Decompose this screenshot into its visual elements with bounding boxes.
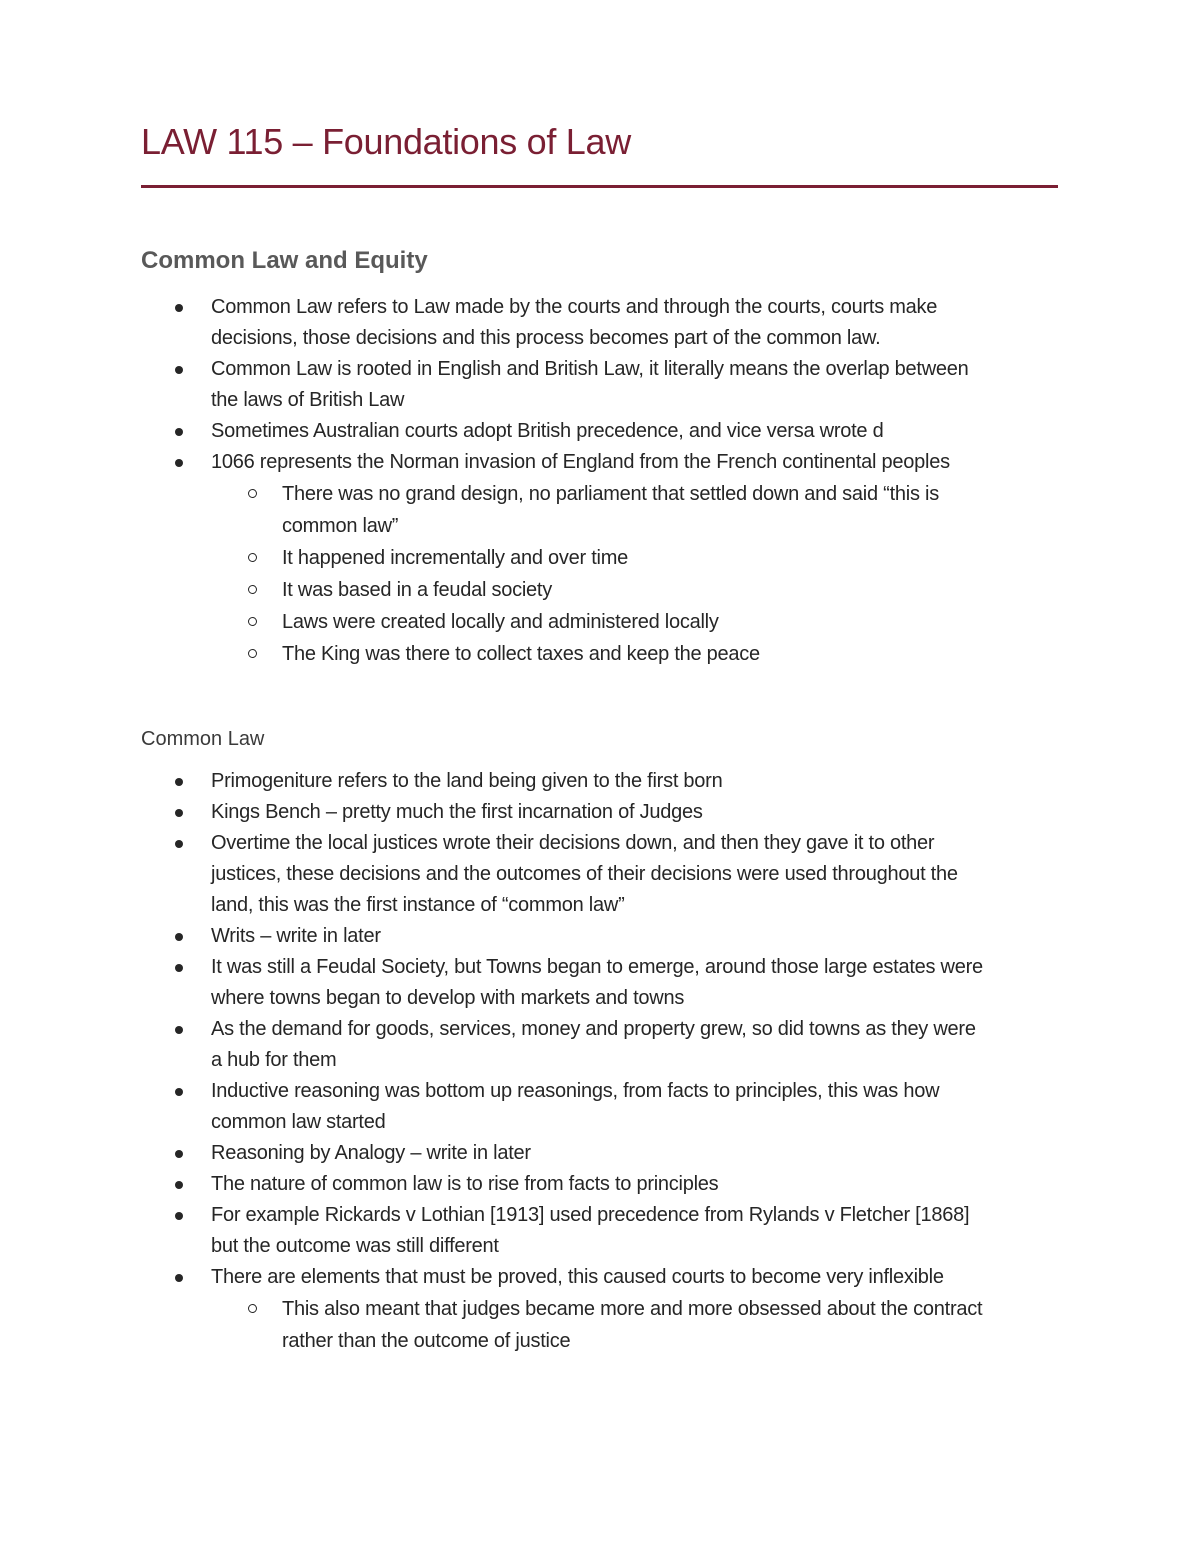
list-item-text: The nature of common law is to rise from facts to principles (211, 1173, 719, 1195)
list-item (0, 1076, 1059, 1138)
circle-bullet-icon (248, 649, 257, 658)
list-item (0, 1200, 1059, 1262)
bullet-list-common-law-and-equity (0, 292, 1200, 670)
sub-list-item (0, 638, 1062, 670)
list-item-text: decisions, those decisions and this process becomes part of the common law. (211, 327, 881, 349)
sub-list-item-text: It happened incrementally and over time (282, 547, 629, 569)
section-heading-common-law: Common Law (141, 728, 265, 750)
bullet-icon (175, 1150, 183, 1158)
list-item (0, 1169, 1059, 1200)
list-item (0, 952, 1059, 1014)
list-item (0, 828, 1059, 921)
sub-list-item-text: It was based in a feudal society (282, 579, 552, 601)
list-item-text: justices, these decisions and the outcomes of their decisions were used throughout the (211, 863, 958, 885)
bullet-icon (175, 933, 183, 941)
bullet-icon (175, 778, 183, 786)
bullet-icon (175, 964, 183, 972)
list-item-text: Reasoning by Analogy – write in later (211, 1142, 531, 1164)
list-item (0, 1014, 1059, 1076)
bullet-icon (175, 366, 183, 374)
list-item-text: common law started (211, 1111, 386, 1133)
bullet-icon (175, 1212, 183, 1220)
list-item-text: Common Law refers to Law made by the courts and through the courts, courts make (211, 296, 938, 318)
circle-bullet-icon (248, 617, 257, 626)
list-item (0, 416, 1059, 447)
list-item-text: a hub for them (211, 1049, 337, 1071)
bullet-icon (175, 1026, 183, 1034)
list-item-text: the laws of British Law (211, 389, 405, 411)
sub-list-item (0, 1293, 1062, 1357)
list-item-text: land, this was the first instance of “common law” (211, 894, 625, 916)
list-item-text: Sometimes Australian courts adopt British precedence, and vice versa wrote d (211, 420, 884, 442)
list-item-text: There are elements that must be proved, this caused courts to become very inflexible (211, 1266, 944, 1288)
circle-bullet-icon (248, 585, 257, 594)
list-item-text: Overtime the local justices wrote their decisions down, and then they gave it to other (211, 832, 935, 854)
list-item-text: Kings Bench – pretty much the first incarnation of Judges (211, 801, 703, 823)
sub-list-item (0, 478, 1062, 542)
sub-list-item-text: The King was there to collect taxes and keep the peace (282, 643, 760, 665)
sub-list-item (0, 542, 1062, 574)
sub-list-item-text: common law” (282, 515, 399, 537)
section-heading-common-law-and-equity: Common Law and Equity (141, 247, 428, 274)
list-item-text: As the demand for goods, services, money and property grew, so did towns as they were (211, 1018, 976, 1040)
list-item-text: 1066 represents the Norman invasion of England from the French continental peoples (211, 451, 950, 473)
list-item (0, 292, 1059, 354)
list-item-text: Common Law is rooted in English and British Law, it literally means the overlap between (211, 358, 969, 380)
document-title: LAW 115 – Foundations of Law (141, 121, 631, 162)
bullet-icon (175, 840, 183, 848)
bullet-icon (175, 304, 183, 312)
bullet-icon (175, 459, 183, 467)
list-item (0, 797, 1059, 828)
list-item (0, 354, 1059, 416)
sub-list-item-text: rather than the outcome of justice (282, 1330, 571, 1352)
list-item-text: It was still a Feudal Society, but Towns began to emerge, around those large estates were (211, 956, 983, 978)
list-item (0, 921, 1059, 952)
sub-list-item (0, 574, 1062, 606)
list-item (0, 766, 1059, 797)
list-item-text: Writs – write in later (211, 925, 381, 947)
bullet-icon (175, 1181, 183, 1189)
bullet-icon (175, 1088, 183, 1096)
list-item (0, 1262, 1059, 1293)
bullet-icon (175, 1274, 183, 1282)
sub-list-item-text: Laws were created locally and administered locally (282, 611, 719, 633)
list-item-text: Primogeniture refers to the land being given to the first born (211, 770, 723, 792)
list-item (0, 447, 1059, 478)
list-item-text: Inductive reasoning was bottom up reasonings, from facts to principles, this was how (211, 1080, 940, 1102)
list-item (0, 1138, 1059, 1169)
list-item-text: where towns began to develop with markets and towns (211, 987, 685, 1009)
list-item-text: but the outcome was still different (211, 1235, 499, 1257)
sub-list-item-text: There was no grand design, no parliament that settled down and said “this is (282, 483, 939, 505)
bullet-list-common-law (0, 766, 1200, 1357)
sub-list-item (0, 606, 1062, 638)
list-item-text: For example Rickards v Lothian [1913] used precedence from Rylands v Fletcher [1868] (211, 1204, 970, 1226)
bullet-icon (175, 428, 183, 436)
circle-bullet-icon (248, 1304, 257, 1313)
circle-bullet-icon (248, 489, 257, 498)
bullet-icon (175, 809, 183, 817)
title-underline (141, 185, 1058, 188)
sub-list-item-text: This also meant that judges became more and more obsessed about the contract (282, 1298, 983, 1320)
circle-bullet-icon (248, 553, 257, 562)
